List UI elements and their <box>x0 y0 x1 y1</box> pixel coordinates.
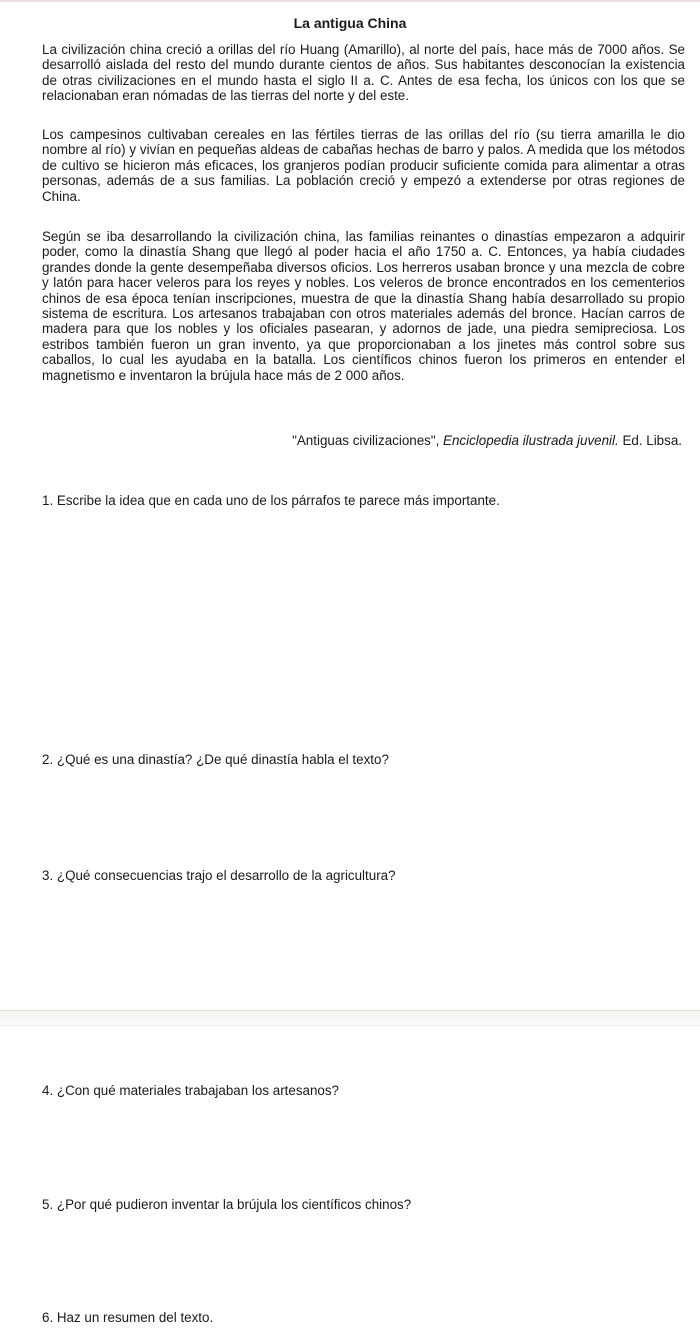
citation-source: Enciclopedia ilustrada juvenil. <box>443 433 619 448</box>
question-2: 2. ¿Qué es una dinastía? ¿De qué dinastía habla el texto? <box>42 752 389 767</box>
question-6: 6. Haz un resumen del texto. <box>42 1310 214 1325</box>
citation-suffix: Ed. Libsa. <box>618 433 682 448</box>
question-4: 4. ¿Con qué materiales trabajaban los artesanos? <box>42 1083 340 1098</box>
paragraph-2: Los campesinos cultivaban cereales en las fértiles tierras de las orillas del río (su tierra amarilla le dio nombre al río) y vivían en pequeñas aldeas de cabañas hechas de barro y palos. A medida que los métodos de cultivo se hicieron más eficaces, los granjeros podían producir suficiente comida para alimentar a otras personas, además de a sus familias. La población creció y empezó a extenderse por otras regiones de China. <box>42 127 685 204</box>
top-divider <box>0 0 700 2</box>
question-3: 3. ¿Qué consecuencias trajo el desarrollo de la agricultura? <box>42 868 396 883</box>
question-5: 5. ¿Por qué pudieron inventar la brújula los científicos chinos? <box>42 1197 412 1212</box>
page-break <box>0 1010 700 1026</box>
paragraph-3: Según se iba desarrollando la civilización china, las familias reinantes o dinastías empezaron a adquirir poder, como la dinastía Shang que llegó al poder hacia el año 1750 a. C. Entonces, ya había ciudades grandes donde la gente desempeñaba diversos oficios. Los herreros usaban bronce y una mezcla de cobre y latón para hacer veleros para los reyes y nobles. Los veleros de bronce encontrados en los cementerios chinos de esa época tenían inscripciones, muestra de que la dinastía Shang había desarrollado su propio sistema de escritura. Los artesanos trabajaban con otros materiales además del bronce. Hacían carros de madera para que los nobles y los oficiales pasearan, y adornos de jade, una piedra semipreciosa. Los estribos también fueron un gran invento, ya que proporcionaban a los jinetes más control sobre sus caballos, lo cual les ayudaba en la batalla. Los científicos chinos fueron los primeros en entender el magnetismo e inventaron la brújula hace más de 2 000 años. <box>42 229 685 383</box>
citation <box>292 433 682 449</box>
citation-prefix: "Antiguas civilizaciones", <box>292 433 444 448</box>
paragraph-1: La civilización china creció a orillas del río Huang (Amarillo), al norte del país, hace más de 7000 años. Se desarrolló aislada del resto del mundo durante cientos de años. Sus habitantes desconocían la existencia de otras civilizaciones en el mundo hasta el siglo II a. C. Antes de esa fecha, los únicos con los que se relacionaban eran nómadas de las tierras del norte y del este. <box>42 42 685 104</box>
question-1: 1. Escribe la idea que en cada uno de los párrafos te parece más importante. <box>42 493 500 508</box>
document-title: La antigua China <box>293 15 407 31</box>
